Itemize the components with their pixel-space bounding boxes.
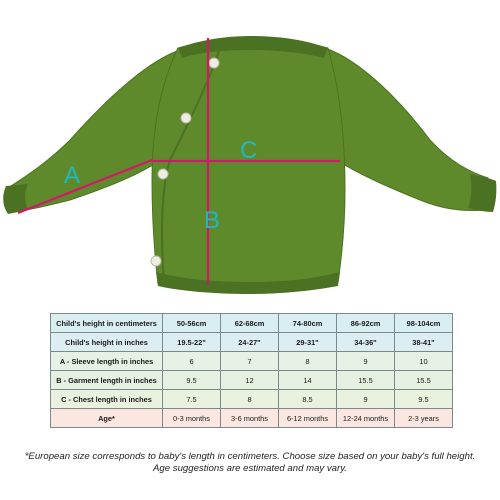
table-cell: 19.5-22" xyxy=(163,333,221,352)
table-cell: 7.5 xyxy=(163,390,221,409)
row-label: C - Chest length in inches xyxy=(51,390,163,409)
size-chart-table xyxy=(50,313,453,428)
table-cell: 7 xyxy=(221,352,279,371)
table-row xyxy=(51,409,453,428)
right-cuff xyxy=(468,174,496,212)
button xyxy=(158,169,168,179)
table-cell: 50-56cm xyxy=(163,314,221,333)
row-label: Age* xyxy=(51,409,163,428)
table-row xyxy=(51,390,453,409)
label-a: A xyxy=(64,162,81,189)
table-cell: 34-36" xyxy=(337,333,395,352)
table-cell: 29-31" xyxy=(279,333,337,352)
button xyxy=(209,58,219,68)
table-cell: 8 xyxy=(279,352,337,371)
table-cell: 86-92cm xyxy=(337,314,395,333)
table-cell: 6 xyxy=(163,352,221,371)
table-cell: 0-3 months xyxy=(163,409,221,428)
row-label: A - Sleeve length in inches xyxy=(51,352,163,371)
table-cell: 24-27" xyxy=(221,333,279,352)
table-cell: 74-80cm xyxy=(279,314,337,333)
table-cell: 62-68cm xyxy=(221,314,279,333)
table-cell: 8 xyxy=(221,390,279,409)
table-cell: 12 xyxy=(221,371,279,390)
footnote xyxy=(8,451,492,475)
table-row xyxy=(51,333,453,352)
table-cell: 14 xyxy=(279,371,337,390)
table-cell: 2-3 years xyxy=(395,409,453,428)
table-cell: 98-104cm xyxy=(395,314,453,333)
right-sleeve xyxy=(325,48,488,211)
table-cell: 9 xyxy=(337,390,395,409)
row-label: B - Garment length in inches xyxy=(51,371,163,390)
table-cell: 9.5 xyxy=(395,390,453,409)
row-label: Child's height in inches xyxy=(51,333,163,352)
footnote-line-2: Age suggestions are estimated and may vary. xyxy=(153,463,347,474)
table-cell: 38-41" xyxy=(395,333,453,352)
table-row xyxy=(51,314,453,333)
label-b: B xyxy=(204,207,221,234)
table-cell: 3-6 months xyxy=(221,409,279,428)
table-cell: 6-12 months xyxy=(279,409,337,428)
label-c: C xyxy=(240,137,258,164)
size-chart-body xyxy=(51,314,453,428)
table-cell: 15.5 xyxy=(337,371,395,390)
sweater-body xyxy=(152,40,345,292)
table-cell: 8.5 xyxy=(279,390,337,409)
table-cell: 12-24 months xyxy=(337,409,395,428)
table-row xyxy=(51,371,453,390)
table-cell: 9.5 xyxy=(163,371,221,390)
table-row xyxy=(51,352,453,371)
button xyxy=(181,113,191,123)
table-cell: 15.5 xyxy=(395,371,453,390)
footnote-line-1: *European size corresponds to baby's length in centimeters. Choose size based on your baby's full height. xyxy=(24,451,476,462)
table-cell: 10 xyxy=(395,352,453,371)
row-label: Child's height in centimeters xyxy=(51,314,163,333)
table-cell: 9 xyxy=(337,352,395,371)
button xyxy=(151,256,161,266)
